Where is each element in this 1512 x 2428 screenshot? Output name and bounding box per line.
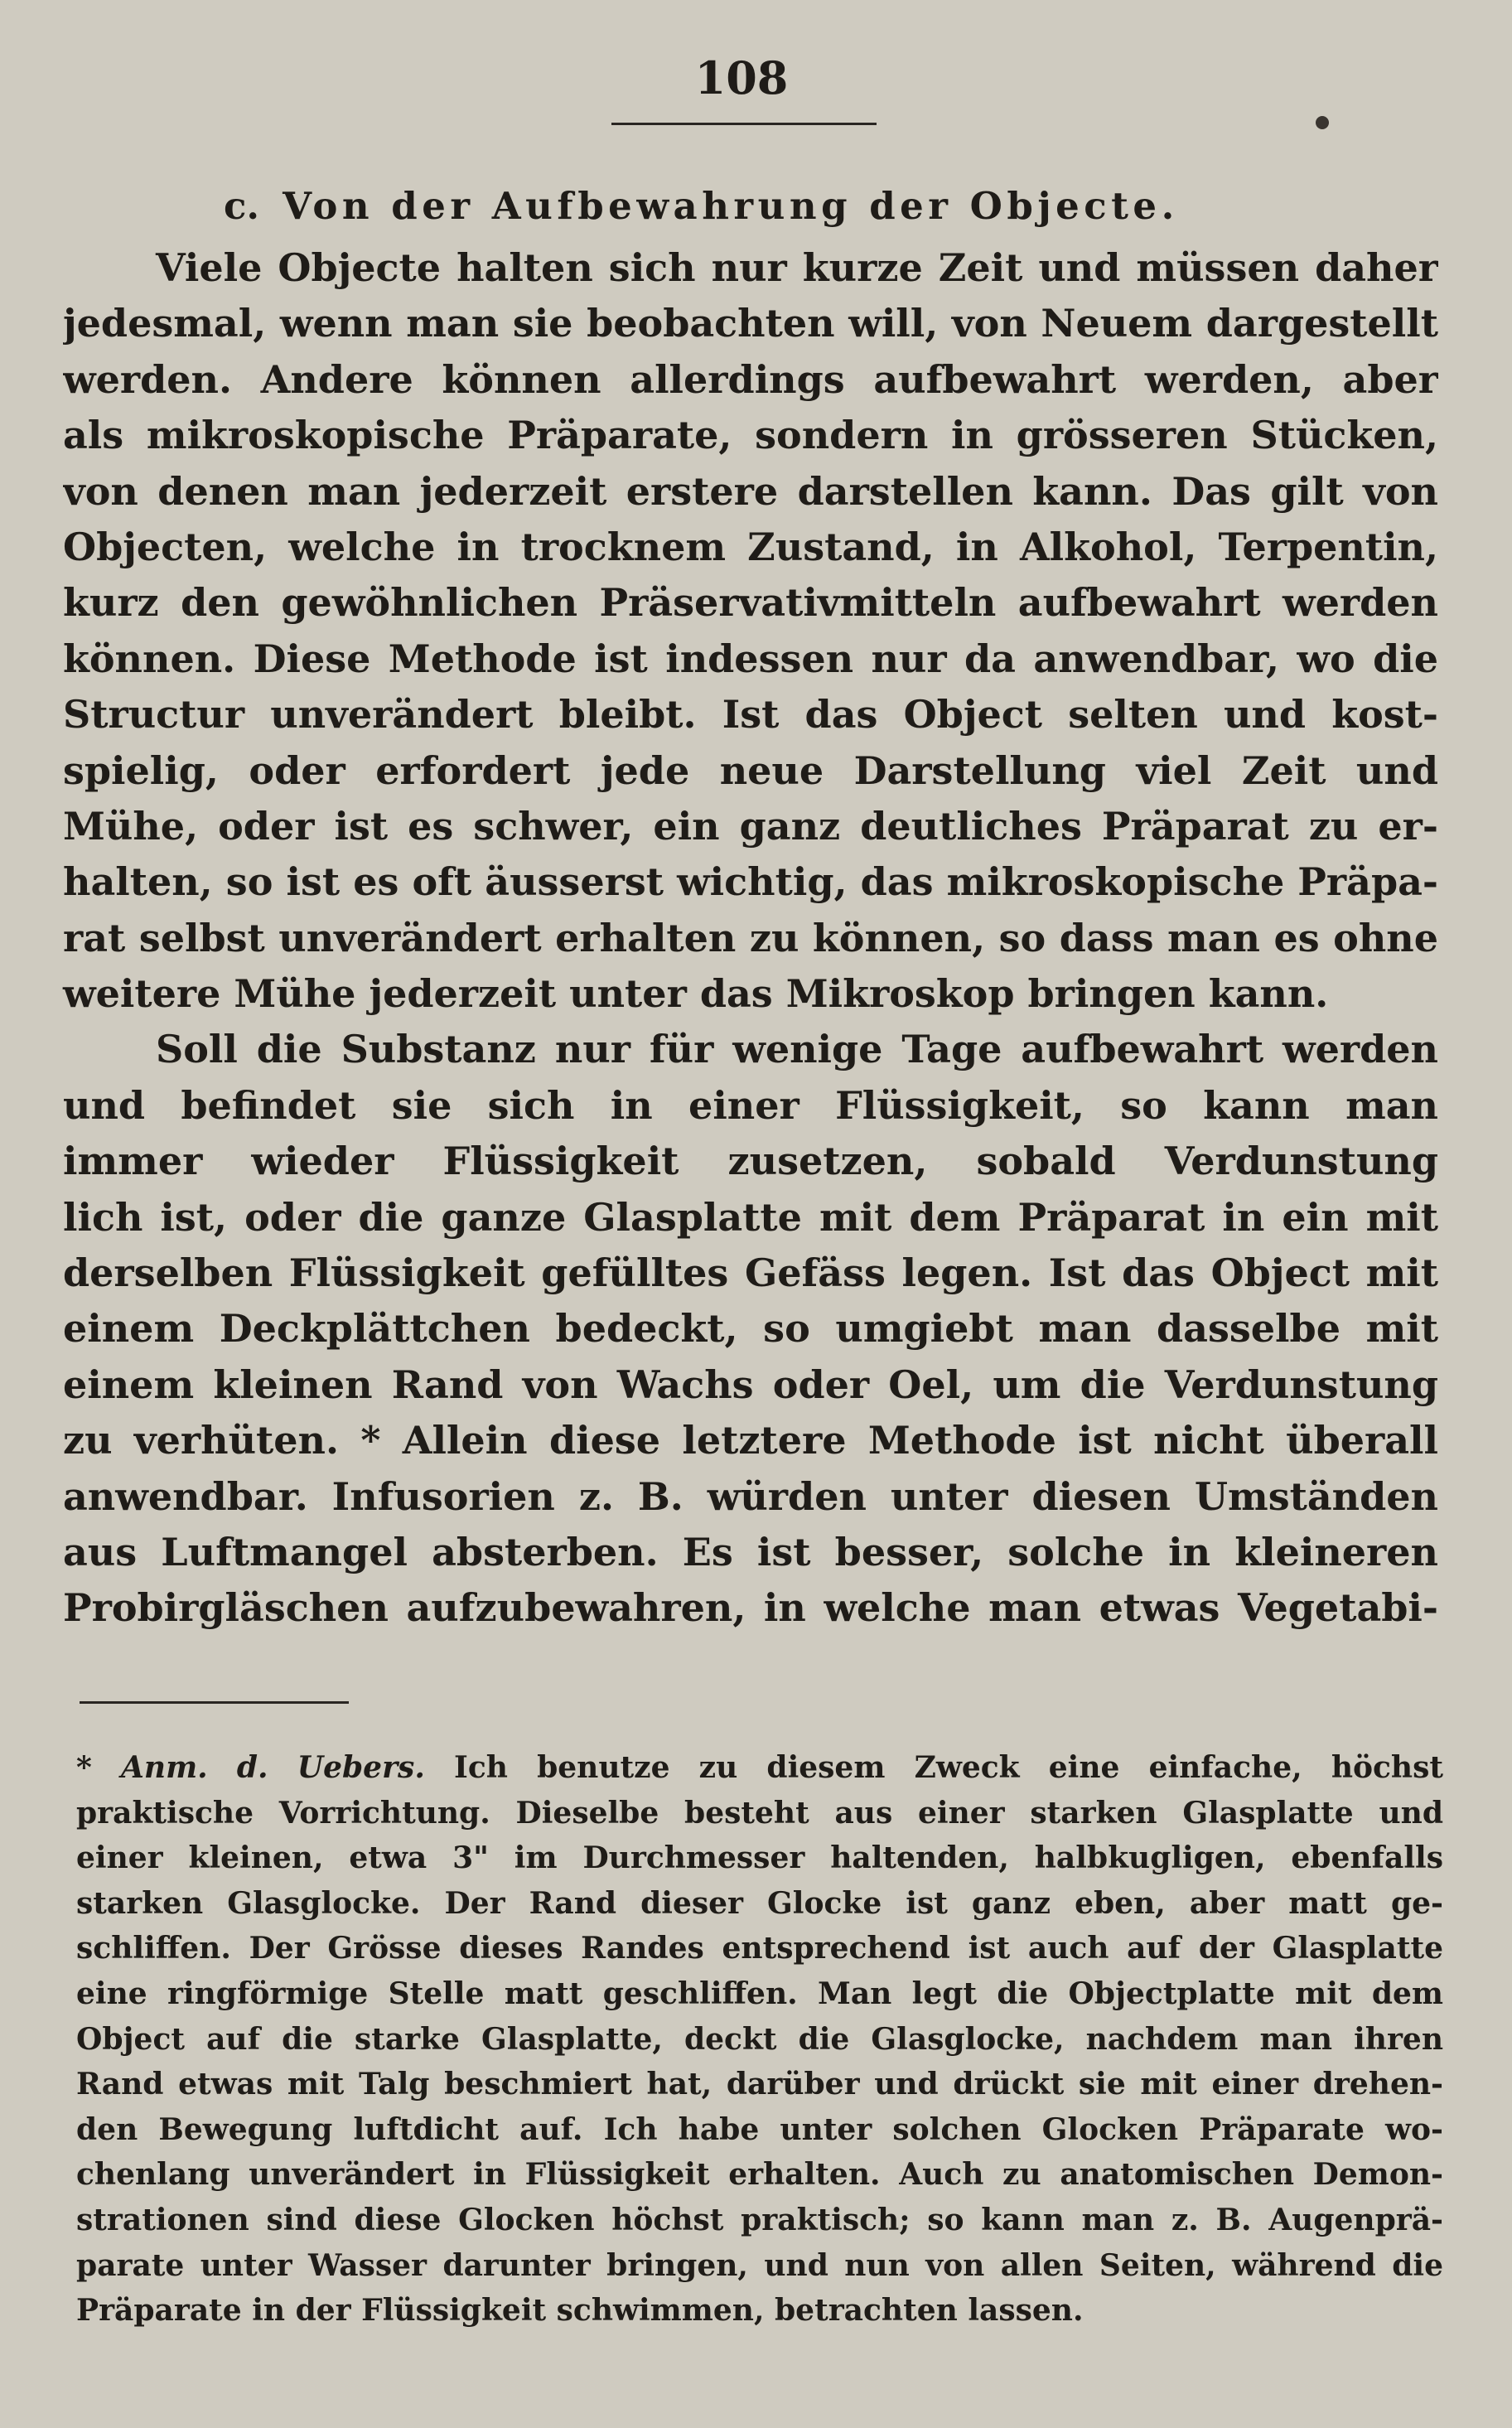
body-line: rat selbst unverändert erhalten zu können, so dass man es ohne <box>63 915 1438 960</box>
footnote-line: praktische Vorrichtung. Dieselbe besteht aus einer starken Glasplatte und <box>76 1795 1443 1831</box>
body-line: werden. Andere können allerdings aufbewahrt werden, aber <box>63 356 1438 402</box>
body-line: Structur unverändert bleibt. Ist das Object selten und kost- <box>63 692 1438 738</box>
section-letter: c. <box>224 184 260 228</box>
body-text <box>63 240 1438 1637</box>
footnote-line: eine ringförmige Stelle matt geschliffen. Man legt die Objectplatte mit dem <box>76 1976 1443 2011</box>
body-line: als mikroskopische Präparate, sondern in grösseren Stücken, <box>63 413 1438 458</box>
footnote-line-text: Ich benutze zu diesem Zweck eine einfache, höchst <box>454 1750 1443 1785</box>
body-line: Objecten, welche in trocknem Zustand, in Alkohol, Terpentin, <box>63 524 1438 569</box>
page-number: 108 <box>694 51 789 104</box>
footnote-rule <box>80 1701 349 1704</box>
footnote-line: starken Glasglocke. Der Rand dieser Glocke ist ganz eben, aber matt ge- <box>76 1885 1443 1921</box>
footnote <box>76 1745 1443 2334</box>
body-line: Probirgläschen aufzubewahren, in welche man etwas Vegetabi- <box>63 1585 1438 1631</box>
body-line: zu verhüten. * Allein diese letztere Methode ist nicht überall <box>63 1418 1438 1463</box>
body-line: halten, so ist es oft äusserst wichtig, das mikroskopische Präpa- <box>63 859 1438 905</box>
body-line: Mühe, oder ist es schwer, ein ganz deutliches Präparat zu er- <box>63 803 1438 849</box>
footnote-line: strationen sind diese Glocken höchst praktisch; so kann man z. B. Augenprä- <box>76 2202 1443 2237</box>
footnote-line: parate unter Wasser darunter bringen, und nun von allen Seiten, während die <box>76 2247 1443 2283</box>
footnote-line: den Bewegung luftdicht auf. Ich habe unter solchen Glocken Präparate wo- <box>76 2111 1443 2147</box>
header-rule <box>611 123 877 125</box>
section-heading <box>224 184 1384 228</box>
body-line: aus Luftmangel absterben. Es ist besser, solche in kleineren <box>63 1530 1438 1574</box>
body-line: einem kleinen Rand von Wachs oder Oel, um die Verdunstung <box>63 1362 1438 1407</box>
body-line: anwendbar. Infusorien z. B. würden unter diesen Umständen <box>63 1473 1438 1519</box>
footnote-line: Object auf die starke Glasplatte, deckt die Glasglocke, nachdem man ihren <box>76 2021 1443 2057</box>
footnote-line: Präparate in der Flüssigkeit schwimmen, betrachten lassen. <box>76 2293 1084 2329</box>
footnote-line <box>76 1745 1443 1791</box>
footnote-line: chenlang unverändert in Flüssigkeit erhalten. Auch zu anatomischen Demon- <box>76 2157 1443 2193</box>
body-line: spielig, oder erfordert jede neue Darstellung viel Zeit und <box>63 747 1438 793</box>
body-line: lich ist, oder die ganze Glasplatte mit dem Präparat in ein mit <box>63 1194 1438 1240</box>
footnote-line: Rand etwas mit Talg beschmiert hat, darüber und drückt sie mit einer drehen- <box>76 2067 1443 2102</box>
footnote-line: einer kleinen, etwa 3" im Durchmesser haltenden, halbkugligen, ebenfalls <box>76 1840 1443 1876</box>
footnote-line: schliffen. Der Grösse dieses Randes entsprechend ist auch auf der Glasplatte <box>76 1931 1443 1966</box>
body-line: weitere Mühe jederzeit unter das Mikroskop bringen kann. <box>63 971 1329 1017</box>
section-title: Von der Aufbewahrung der Objecte. <box>283 184 1179 228</box>
body-line: immer wieder Flüssigkeit zusetzen, sobald Verdunstung <box>63 1139 1438 1184</box>
body-line: einem Deckplättchen bedeckt, so umgiebt man dasselbe mit <box>63 1306 1438 1352</box>
ink-speck <box>1316 116 1329 129</box>
body-line: Soll die Substanz nur für wenige Tage aufbewahrt werden <box>156 1027 1438 1072</box>
body-line: jedesmal, wenn man sie beobachten will, von Neuem dargestellt <box>63 301 1438 346</box>
footnote-marker: * Anm. d. Uebers. <box>76 1750 425 1785</box>
body-line: kurz den gewöhnlichen Präservativmitteln aufbewahrt werden <box>63 580 1438 626</box>
body-line: von denen man jederzeit erstere darstellen kann. Das gilt von <box>63 468 1438 514</box>
body-line: können. Diese Methode ist indessen nur da anwendbar, wo die <box>63 636 1438 681</box>
body-line: und befindet sie sich in einer Flüssigkeit, so kann man <box>63 1082 1438 1128</box>
body-line: Viele Objecte halten sich nur kurze Zeit und müssen daher <box>156 245 1438 290</box>
body-line: derselben Flüssigkeit gefülltes Gefäss legen. Ist das Object mit <box>63 1250 1438 1296</box>
